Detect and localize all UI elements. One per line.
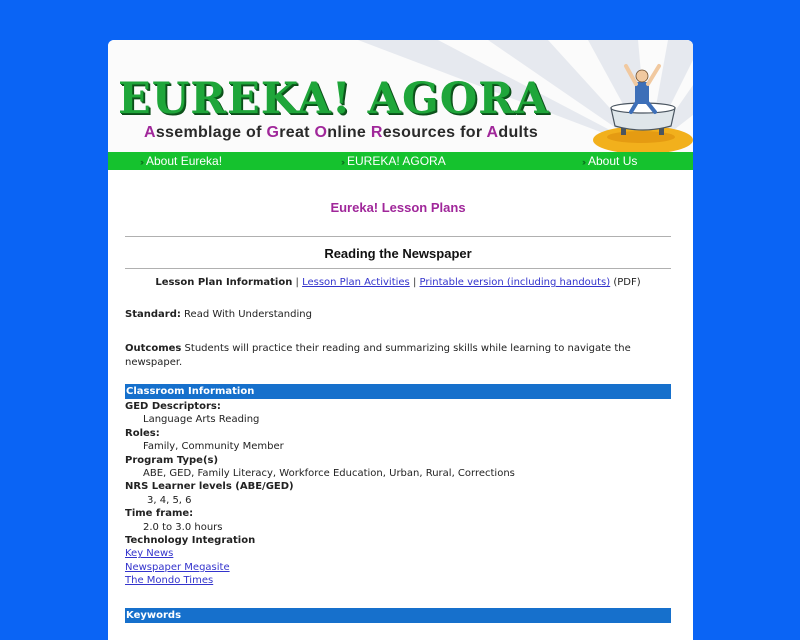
- technology-integration-label: Technology Integration: [125, 535, 256, 547]
- ged-descriptors-value: Language Arts Reading: [143, 414, 260, 426]
- standard-value: Read With Understanding: [184, 309, 312, 320]
- standard-row: [125, 308, 671, 322]
- tab-separator: |: [412, 277, 417, 288]
- nrs-levels-value: 3, 4, 5, 6: [147, 494, 192, 506]
- divider: [125, 268, 671, 269]
- time-frame-value: 2.0 to 3.0 hours: [143, 521, 223, 533]
- classroom-information-header: Classroom Information: [125, 384, 671, 399]
- keywords-header: Keywords: [125, 608, 671, 623]
- nav-about-us-label: About Us: [588, 154, 638, 168]
- double-chevron-icon: ››: [140, 157, 142, 167]
- outcomes-label: Outcomes: [125, 343, 182, 354]
- roles-label: Roles:: [125, 427, 160, 439]
- page-container: [108, 40, 693, 640]
- site-tagline: [144, 124, 538, 142]
- tagline-part: O: [314, 124, 328, 141]
- nav-eureka-agora-label: EUREKA! AGORA: [347, 154, 446, 168]
- classroom-information: [125, 400, 671, 588]
- lesson-title: Reading the Newspaper: [324, 246, 472, 261]
- nav-eureka-agora[interactable]: [341, 154, 446, 168]
- double-chevron-icon: ››: [582, 157, 584, 167]
- printable-version-link[interactable]: Printable version (including handouts): [419, 277, 611, 288]
- tagline-part: nline: [327, 124, 371, 141]
- outcomes-row: [125, 342, 671, 370]
- divider: [125, 236, 671, 237]
- nav-about-us[interactable]: [582, 154, 637, 168]
- tagline-part: R: [370, 124, 383, 141]
- tab-separator: |: [295, 277, 299, 288]
- lesson-plans-heading: Eureka! Lesson Plans: [330, 200, 466, 215]
- tagline-part: ssemblage of: [155, 124, 267, 141]
- pdf-note: (PDF): [613, 277, 641, 288]
- mascot-in-bathtub-icon: [593, 44, 693, 152]
- lesson-tabs: [125, 277, 671, 288]
- nav-about-eureka[interactable]: [140, 154, 222, 168]
- tagline-part: A: [144, 124, 156, 141]
- tagline-part: G: [266, 124, 280, 141]
- newspaper-megasite-link[interactable]: Newspaper Megasite: [125, 561, 230, 573]
- tab-lesson-plan-information: Lesson Plan Information: [155, 277, 293, 288]
- ged-descriptors-label: GED Descriptors:: [125, 401, 221, 412]
- main-nav-bar: [108, 152, 693, 170]
- tagline-part: reat: [279, 124, 315, 141]
- double-chevron-icon: ››: [341, 157, 343, 167]
- outcomes-value: Students will practice their reading and summarizing skills while learning to navigate the newspaper.: [125, 343, 631, 368]
- tagline-part: esources for: [382, 124, 487, 141]
- key-news-link[interactable]: Key News: [125, 548, 174, 560]
- mondo-times-link[interactable]: The Mondo Times: [125, 575, 214, 587]
- site-logo-title[interactable]: EUREKA! AGORA: [118, 74, 550, 124]
- program-types-value: ABE, GED, Family Literacy, Workforce Education, Urban, Rural, Corrections: [143, 468, 515, 480]
- tagline-part: dults: [498, 124, 539, 141]
- time-frame-label: Time frame:: [125, 508, 194, 520]
- program-types-label: Program Type(s): [125, 454, 219, 466]
- nav-about-eureka-label: About Eureka!: [146, 154, 223, 168]
- site-banner: [108, 40, 693, 152]
- main-content: [125, 170, 671, 623]
- tagline-part: A: [486, 124, 499, 141]
- standard-label: Standard:: [125, 309, 181, 320]
- nrs-levels-label: NRS Learner levels (ABE/GED): [125, 481, 294, 493]
- tab-lesson-plan-activities[interactable]: Lesson Plan Activities: [302, 277, 410, 288]
- roles-value: Family, Community Member: [143, 441, 284, 453]
